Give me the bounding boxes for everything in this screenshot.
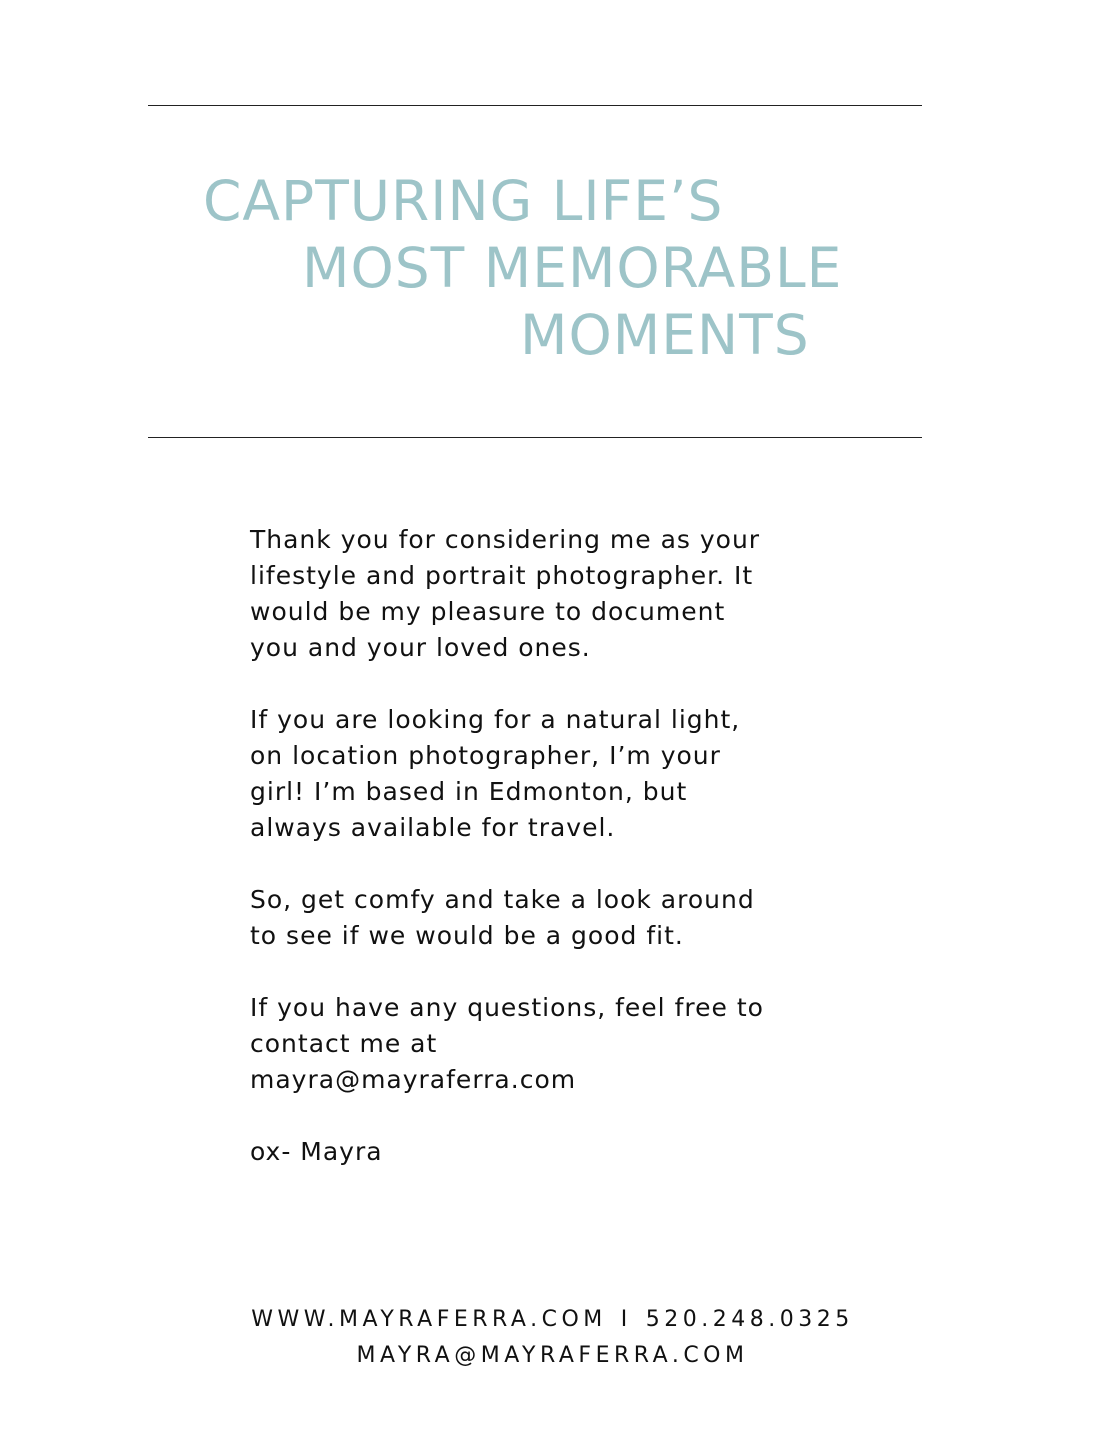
headline-line-3: MOMENTS: [520, 303, 810, 367]
paragraph-intro: Thank you for considering me as your lifestyle and portrait photographer. It would be my pleasure to document you and your loved ones.: [250, 525, 761, 662]
phone-number[interactable]: 520.248.0325: [645, 1307, 854, 1332]
paragraph-invite: So, get comfy and take a look around to see if we would be a good fit.: [250, 885, 755, 950]
headline: [0, 0, 1105, 440]
paragraph-contact: If you have any questions, feel free to contact me at mayra@mayraferra.com: [250, 993, 764, 1094]
website-link[interactable]: WWW.MAYRAFERRA.COM: [251, 1307, 607, 1332]
signoff: ox- Mayra: [250, 1137, 383, 1166]
letter-body: [250, 522, 850, 1170]
headline-line-1: CAPTURING LIFE’S: [203, 169, 724, 233]
footer-separator: I: [620, 1307, 632, 1332]
bottom-divider: [148, 437, 922, 438]
headline-line-2: MOST MEMORABLE: [302, 236, 843, 300]
paragraph-location: If you are looking for a natural light, on location photographer, I’m your girl! I’m based in Edmonton, but always available for travel.: [250, 705, 741, 842]
email-link[interactable]: MAYRA@MAYRAFERRA.COM: [356, 1343, 749, 1368]
footer-contact-line: [0, 1307, 1105, 1332]
footer-email-line: [0, 1343, 1105, 1368]
